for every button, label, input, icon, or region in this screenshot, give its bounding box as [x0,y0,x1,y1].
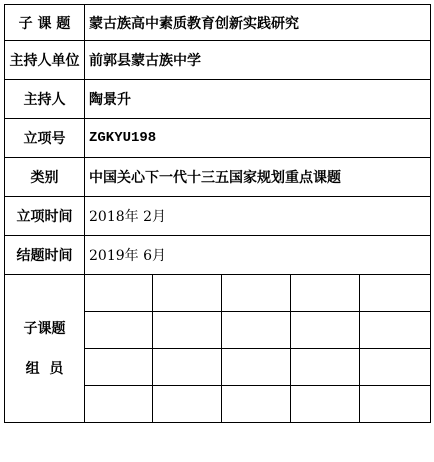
approval-date-label: 立项时间 [5,197,85,236]
subproject-value: 蒙古族高中素质教育创新实践研究 [85,5,431,41]
project-number-value: ZGKYU198 [85,119,431,158]
member-cell [360,349,431,386]
members-label-line2: 组 员 [25,360,64,377]
member-cell [153,386,222,423]
approval-date-value: 2018年 2月 [85,197,431,236]
row-completion-date [5,236,431,275]
member-cell [291,349,360,386]
members-label [5,275,85,423]
category-value: 中国关心下一代十三五国家规划重点课题 [85,158,431,197]
completion-date-label: 结题时间 [5,236,85,275]
host-unit-value: 前郭县蒙古族中学 [85,41,431,80]
members-label-line1: 子课题 [23,320,66,337]
project-info-table [4,4,431,423]
member-cell [222,275,291,312]
member-cell [222,386,291,423]
member-cell [85,312,153,349]
completion-date-value: 2019年 6月 [85,236,431,275]
member-cell [291,386,360,423]
members-row-1 [5,275,431,312]
member-cell [360,312,431,349]
member-cell [153,275,222,312]
category-label: 类别 [5,158,85,197]
member-cell [360,386,431,423]
host-label: 主持人 [5,80,85,119]
member-cell [291,312,360,349]
row-host [5,80,431,119]
row-approval-date [5,197,431,236]
member-cell [153,312,222,349]
row-category [5,158,431,197]
row-project-number [5,119,431,158]
member-cell [85,349,153,386]
project-number-label: 立项号 [5,119,85,158]
member-cell [85,386,153,423]
host-value: 陶景升 [85,80,431,119]
row-host-unit [5,41,431,80]
member-cell [222,312,291,349]
member-cell [291,275,360,312]
member-cell [85,275,153,312]
member-cell [360,275,431,312]
member-cell [153,349,222,386]
member-cell [222,349,291,386]
subproject-label: 子 课 题 [5,5,85,41]
host-unit-label: 主持人单位 [5,41,85,80]
row-subproject [5,5,431,41]
